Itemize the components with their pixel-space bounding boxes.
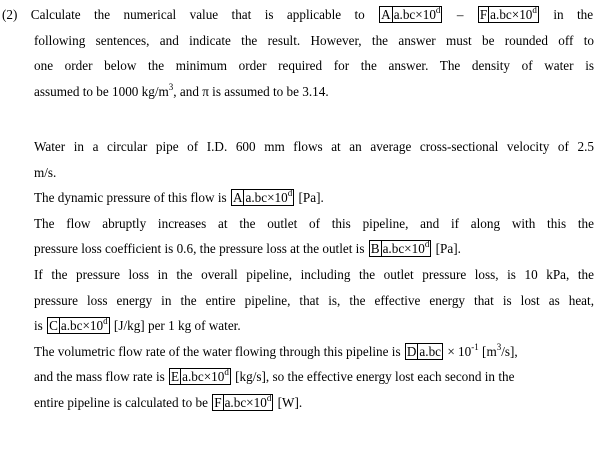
- intro-text: Calculate the numerical value that is applicable to: [30, 7, 365, 22]
- body-line-2: m/s.: [34, 164, 57, 180]
- intro-line-3: one order below the minimum order required for the answer. The density of water is: [34, 58, 594, 74]
- intro-line-4: assumed to be 1000 $kg/m^3$, and π is assumed to be 3.14.: [34, 81, 329, 99]
- intro-text: in the: [553, 7, 594, 22]
- outlet-line-2: pressure loss coefficient is 0.6, the pressure loss at the outlet is B $a.bc\times 10^d$ [Pa].: [34, 239, 461, 257]
- question-number: (2): [2, 7, 18, 22]
- pressure-loss-line-3: is C $a.bc\times 10^d$ [J/kg] per 1 kg of water.: [34, 316, 241, 334]
- body-line-1: Water in a circular pipe of I.D. 600 mm flows at an average cross-sectional velocity of 2.5: [34, 139, 594, 154]
- flow-rate-line-1: The volumetric flow rate of the water flowing through this pipeline is D $a.bc \times 10^{-1}$ $[m^3/s]$,: [34, 341, 518, 359]
- problem-body: [0, 134, 600, 416]
- dynamic-pressure-line: The dynamic pressure of this flow is A $a.bc\times 10^d$ [Pa].: [34, 188, 324, 206]
- answer-box-a: A $a.bc\times 10^d$: [381, 5, 441, 22]
- flow-rate-line-3: entire pipeline is calculated to be F $a.bc\times 10^d$ [W].: [34, 392, 303, 410]
- outlet-line-1: The flow abruptly increases at the outlet of this pipeline, and if along with this the: [34, 215, 594, 231]
- flow-rate-line-2: and the mass flow rate is E $a.bc\times 10^d$ [kg/s], so the effective energy lost each second in the: [34, 367, 515, 385]
- answer-box-d: D a.bc: [406, 343, 442, 359]
- answer-box-e: E $a.bc\times 10^d$: [171, 367, 229, 385]
- answer-box-c: C $a.bc\times 10^d$: [49, 316, 108, 334]
- answer-box-f: F $a.bc\times 10^d$: [214, 392, 272, 410]
- pressure-loss-line-2: pressure loss energy in the entire pipeline, that is, the effective energy that is lost as heat,: [34, 292, 594, 308]
- intro-paragraph: [0, 2, 600, 104]
- answer-box-f-range: F $a.bc\times 10^d$: [479, 5, 537, 22]
- intro-line-1: [0, 2, 600, 28]
- pressure-loss-line-1: If the pressure loss in the overall pipeline, including the outlet pressure loss, is 10 kPa, the: [34, 266, 594, 282]
- range-dash: –: [456, 7, 464, 22]
- answer-box-b: B $a.bc\times 10^d$: [370, 239, 430, 257]
- answer-box-a: A $a.bc\times 10^d$: [232, 188, 293, 206]
- intro-line-2: following sentences, and indicate the result. However, the answer must be rounded off to: [34, 32, 594, 48]
